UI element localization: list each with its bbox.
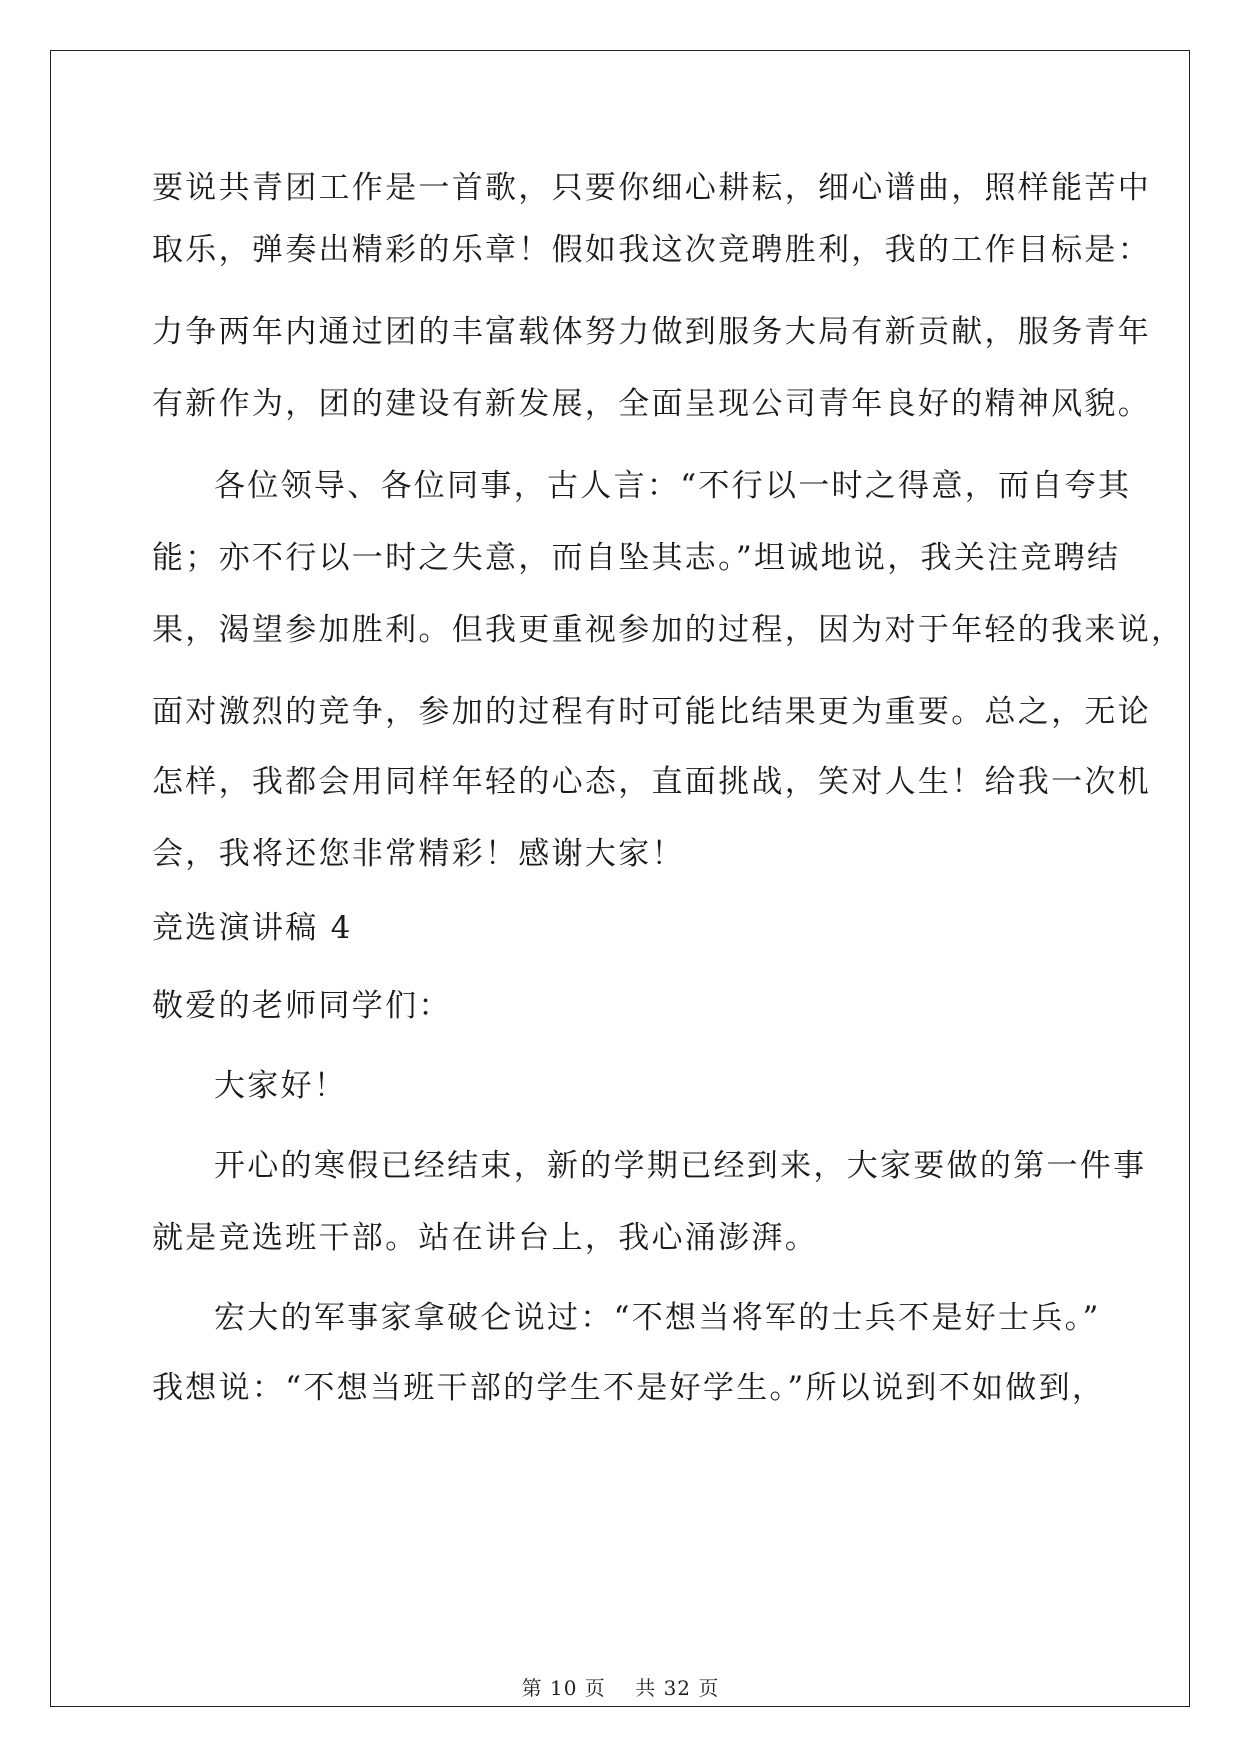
greeting: 大家好！ [214, 1068, 348, 1104]
section-heading: 竞选演讲稿 4 [152, 910, 353, 946]
page-total: 共 32 页 [635, 1676, 720, 1700]
body-line: 要说共青团工作是一首歌，只要你细心耕耘，细心谱曲，照样能苦中 [152, 170, 1151, 206]
body-line: 开心的寒假已经结束，新的学期已经到来，大家要做的第一件事 [214, 1148, 1147, 1184]
page-number: 第 10 页 [521, 1676, 606, 1700]
salutation: 敬爱的老师同学们： [152, 988, 452, 1024]
body-line: 就是竞选班干部。站在讲台上，我心涌澎湃。 [152, 1220, 818, 1256]
body-line: 果，渴望参加胜利。但我更重视参加的过程，因为对于年轻的我来说， [152, 612, 1185, 648]
page-border [50, 50, 1190, 1707]
body-line: 有新作为，团的建设有新发展，全面呈现公司青年良好的精神风貌。 [152, 386, 1151, 422]
body-line: 怎样，我都会用同样年轻的心态，直面挑战，笑对人生！给我一次机 [152, 764, 1151, 800]
body-line: 我想说：“不想当班干部的学生不是好学生。”所以说到不如做到， [152, 1370, 1106, 1406]
page-footer [0, 1672, 1241, 1701]
body-line: 力争两年内通过团的丰富载体努力做到服务大局有新贡献，服务青年 [152, 314, 1151, 350]
body-line: 能；亦不行以一时之失意，而自坠其志。”坦诚地说，我关注竞聘结 [152, 540, 1121, 576]
body-line: 会，我将还您非常精彩！感谢大家！ [152, 836, 685, 872]
body-line: 面对激烈的竞争，参加的过程有时可能比结果更为重要。总之，无论 [152, 694, 1151, 730]
body-line: 宏大的军事家拿破仑说过：“不想当将军的士兵不是好士兵。” [214, 1300, 1101, 1336]
body-line: 取乐，弹奏出精彩的乐章！假如我这次竞聘胜利，我的工作目标是： [152, 232, 1151, 268]
body-line: 各位领导、各位同事，古人言：“不行以一时之得意，而自夸其 [214, 468, 1132, 504]
